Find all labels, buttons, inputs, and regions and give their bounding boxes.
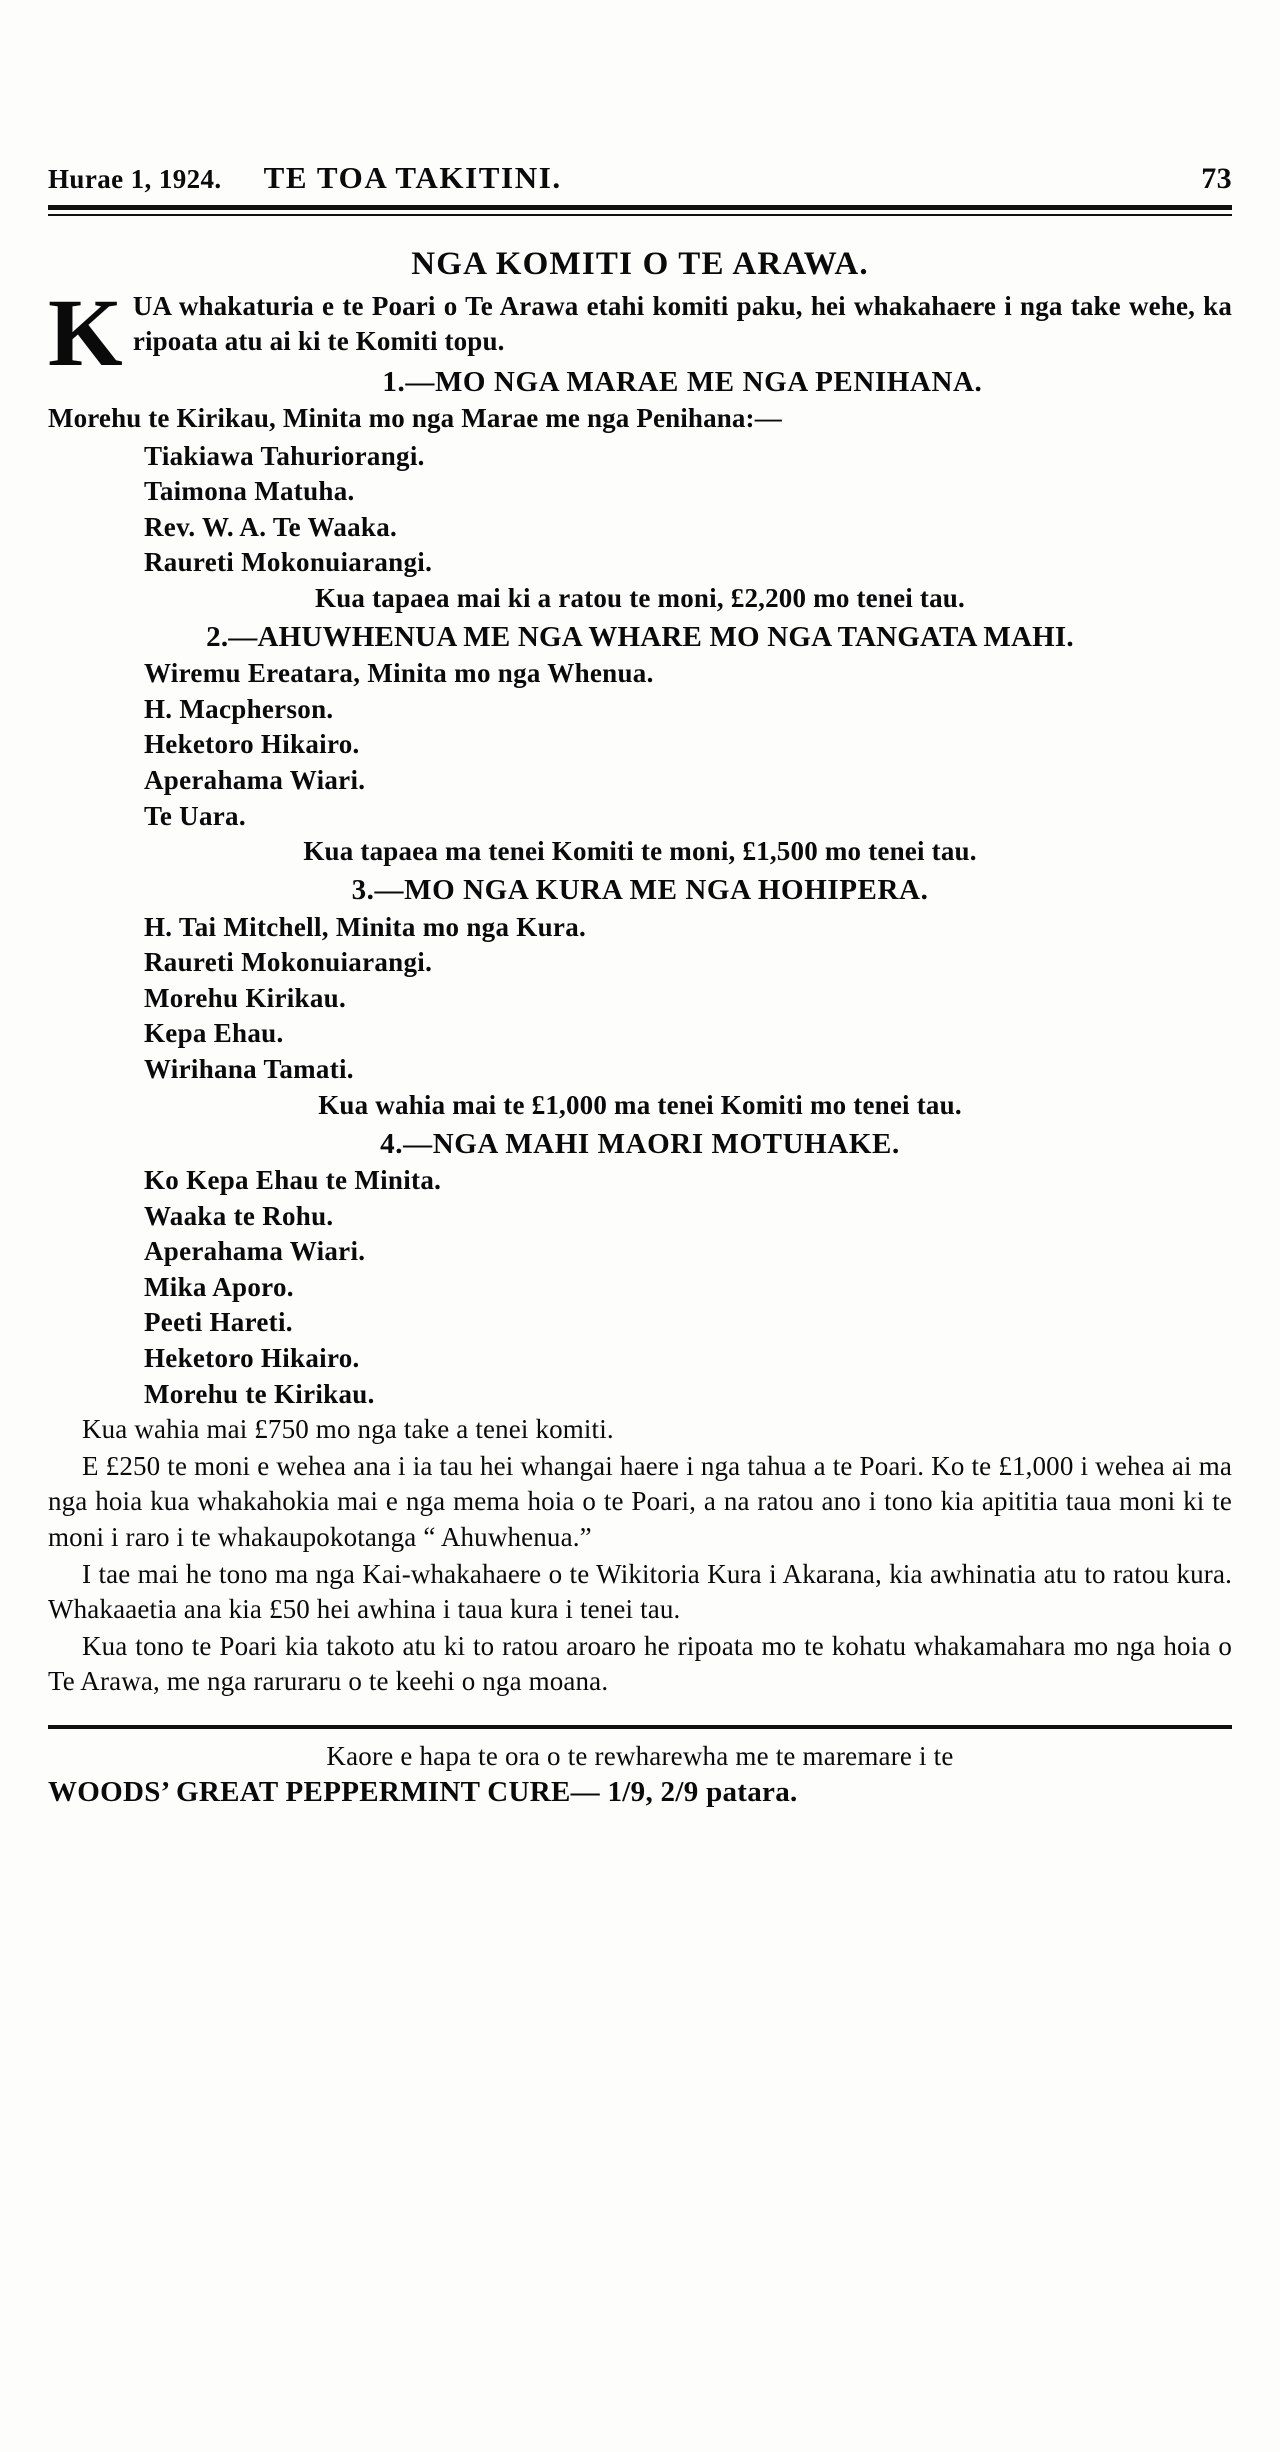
list-item: Peeti Hareti. bbox=[144, 1307, 293, 1338]
closing-paragraph-4: Kua tono te Poari kia takoto atu ki to ratou aroaro he ripoata mo te kohatu whakamahara mo nga hoia o Te Arawa, me nga raruraru o te keehi o nga moana. bbox=[48, 1630, 1232, 1696]
running-head bbox=[48, 160, 1232, 196]
list-item: Aperahama Wiari. bbox=[144, 1236, 366, 1267]
section-3 bbox=[48, 873, 1232, 1120]
drop-cap: K bbox=[48, 279, 123, 386]
list-item: Mika Aporo. bbox=[144, 1271, 294, 1302]
page-title: NGA KOMITI O TE ARAWA. bbox=[411, 246, 869, 282]
section-1-allocation: Kua tapaea mai ki a ratou te moni, £2,200 mo tenei tau. bbox=[315, 583, 965, 613]
lead-paragraph-text: UA whakaturia e te Poari o Te Arawa etahi komiti paku, hei whakahaere i nga take wehe, ka ripoata atu ai ki te Komiti topu. bbox=[132, 291, 1232, 357]
advertisement bbox=[48, 1739, 1232, 1811]
section-1-intro: Morehu te Kirikau, Minita mo nga Marae me nga Penihana:— bbox=[48, 403, 782, 434]
list-item: Taimona Matuha. bbox=[144, 476, 355, 507]
list-item: Kepa Ehau. bbox=[144, 1018, 284, 1049]
list-item: Raureti Mokonuiarangi. bbox=[144, 947, 433, 978]
list-item: H. Tai Mitchell, Minita mo nga Kura. bbox=[144, 911, 587, 942]
list-item: Aperahama Wiari. bbox=[144, 765, 366, 796]
list-item: Waaka te Rohu. bbox=[144, 1200, 334, 1231]
section-3-allocation: Kua wahia mai te £1,000 ma tenei Komiti mo tenei tau. bbox=[318, 1089, 962, 1120]
closing-paragraph-1: Kua wahia mai £750 mo nga take a tenei komiti. bbox=[82, 1414, 614, 1445]
page-number: 73 bbox=[1201, 162, 1232, 195]
section-2-heading: 2.—AHUWHENUA ME NGA WHARE MO NGA TANGATA MAHI. bbox=[206, 621, 1074, 653]
list-item: Wiremu Ereatara, Minita mo nga Whenua. bbox=[144, 658, 654, 689]
footer-divider bbox=[48, 1725, 1232, 1729]
advertisement-line-1: Kaore e hapa te ora o te rewharewha me te maremare i te bbox=[326, 1741, 954, 1772]
section-4-name-list bbox=[48, 1163, 1232, 1412]
running-head-date: Hurae 1, 1924. bbox=[48, 164, 222, 194]
section-2-name-list bbox=[48, 656, 1232, 834]
running-head-publication: TE TOA TAKITINI. bbox=[263, 160, 562, 195]
page-content bbox=[48, 160, 1232, 1811]
list-item: Morehu Kirikau. bbox=[144, 982, 347, 1013]
list-item: Ko Kepa Ehau te Minita. bbox=[144, 1164, 442, 1195]
closing-paragraph-3: I tae mai he tono ma nga Kai-whakahaere o te Wikitoria Kura i Akarana, kia awhinatia atu to ratou kura. Whakaaetia ana kia £50 hei awhina i taua kura i tenei tau. bbox=[48, 1558, 1232, 1624]
list-item: Morehu te Kirikau. bbox=[144, 1378, 375, 1409]
section-3-name-list bbox=[48, 910, 1232, 1088]
list-item: Te Uara. bbox=[144, 800, 246, 831]
list-item: H. Macpherson. bbox=[144, 693, 334, 724]
list-item: Tiakiawa Tahuriorangi. bbox=[144, 440, 425, 471]
list-item: Rev. W. A. Te Waaka. bbox=[144, 511, 398, 542]
section-2-allocation: Kua tapaea ma tenei Komiti te moni, £1,500 mo tenei tau. bbox=[303, 836, 977, 867]
closing-paragraph-2: E £250 te moni e wehea ana i ia tau hei whangai haere i nga tahua a te Poari. Ko te £1,000 i wehea ai ma nga hoia kua whakahokia mai e nga mema hoia o te Poari, a na ratou ano i tono kia apititia taua moni ki te moni i raro i te whakaupokotanga “ Ahuwhenua.” bbox=[48, 1451, 1232, 1552]
list-item: Wirihana Tamati. bbox=[144, 1054, 354, 1085]
list-item: Heketoro Hikairo. bbox=[144, 729, 360, 760]
section-3-heading: 3.—MO NGA KURA ME NGA HOHIPERA. bbox=[351, 874, 929, 907]
header-divider bbox=[48, 205, 1232, 216]
advertisement-line-2: WOODS’ GREAT PEPPERMINT CURE— 1/9, 2/9 patara. bbox=[48, 1775, 798, 1808]
list-item: Heketoro Hikairo. bbox=[144, 1343, 360, 1374]
section-4 bbox=[48, 1127, 1232, 1413]
section-4-heading: 4.—NGA MAHI MAORI MOTUHAKE. bbox=[380, 1127, 900, 1160]
section-1-name-list bbox=[48, 439, 1232, 582]
section-2 bbox=[48, 620, 1232, 867]
section-1-heading: 1.—MO NGA MARAE ME NGA PENIHANA. bbox=[382, 366, 983, 399]
list-item: Raureti Mokonuiarangi. bbox=[144, 547, 433, 578]
section-1 bbox=[48, 365, 1232, 614]
